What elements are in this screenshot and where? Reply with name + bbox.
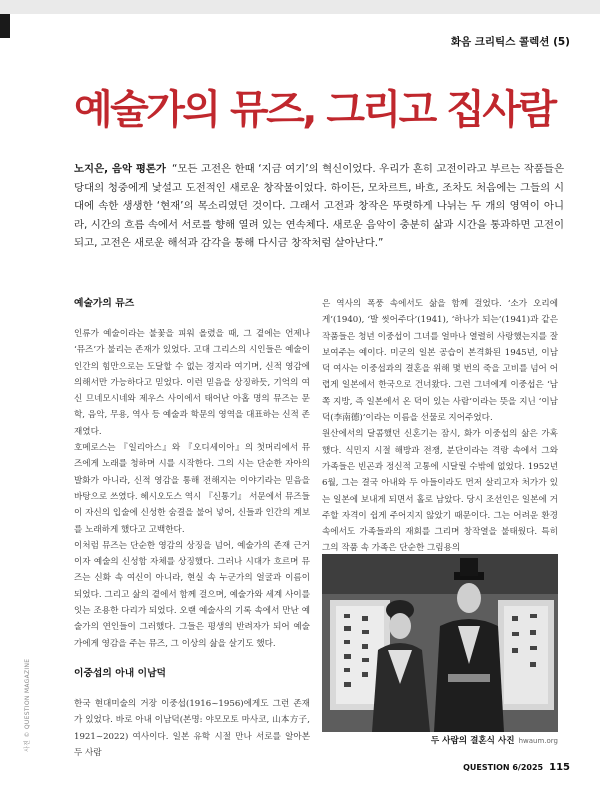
section-heading-lee: 이중섭의 아내 이남덕: [74, 667, 166, 679]
left-edge-marker: [0, 14, 10, 38]
body-paragraph: 호메로스는 『일리아스』와 『오디세이아』의 첫머리에서 뮤즈에게 노래를 청하며 시를 시작한다. 그의 시는 단순한 자아의 발화가 아니라, 신적 영감을 통해 전해지는 이야기라는 믿음을 바탕으로 쓰였다. 헤시오도스 역시 『신통기』 서문에서 뮤즈들이 자신의 입술에 신성한 숨결을 불어 넣어, 신들과 인간의 계보를 노래하게 했다고 고백한다.: [74, 443, 310, 535]
body-paragraph: 인류가 예술이라는 불꽃을 피워 올렸을 때, 그 곁에는 언제나 ‘뮤즈’가 불리는 존재가 있었다. 고대 그리스의 시인들은 예술이 인간의 힘만으로는 도달할 수 없는 경지라 여기며, 신적 영감에 의해서만 가능하다고 믿었다. 이런 믿음을 상징하듯, 기억의 여신 므네모시네와 제우스 사이에서 태어난 아홉 명의 뮤즈는 문학, 음악, 무용, 역사 등 예술과 학문의 영역을 대표하는 신적 존재였다.: [74, 329, 310, 437]
photo-credit: 사진 © QUESTION MAGAZINE: [24, 658, 31, 752]
body-paragraph: 한국 현대미술의 거장 이중섭(1916~1956)에게도 그런 존재가 있었다. 바로 아내 이남덕(본명: 야모모토 마사코, 山本方子, 1921~2022) 여사이다. 일본 유학 시절 만나 서로를 알아본 두 사람: [74, 698, 310, 758]
section-heading-muse: 예술가의 뮤즈: [74, 298, 135, 309]
body-paragraph: 이처럼 뮤즈는 단순한 영감의 상징을 넘어, 예술가의 존재 근거이자 예술의 신성함 자체를 상징했다. 그러나 시대가 흐르며 뮤즈는 신화 속 여신이 아니라, 현실 속 누군가의 얼굴과 이름이 되었다. 그리고 삶의 곁에서 함께 걸으며, 예술가와 세계 사이를 잇는 조용한 다리가 되었다. 오랜 예술사의 기록 속에서 만난 예술가의 연인들이 그러했다. 그들은 평생의 반려자가 되어 예술가에게 영감을 주는 뮤즈, 그 이상의 삶을 살기도 했다.: [74, 540, 310, 649]
body-paragraph: 은 역사의 폭풍 속에서도 삶을 함께 걸었다. ‘소가 오리에게’(1940), ‘발 씻어주다’(1941), ‘하나가 되는’(1941)과 같은 작품들은 청년 이중섭이 그녀를 얼마나 열렬히 사랑했는지를 잘 보여주는 예이다. 미군의 일본 공습이 본격화된 1945년, 이남덕 여사는 이중섭과의 결혼을 위해 몇 번의 죽을 고비를 넘어 어렵게 일본에서 한국으로 건너왔다. 그런 그녀에게 이중섭은 ‘남쪽 지방, 즉 일본에서 온 덕이 있는 사람’이라는 뜻을 지닌 ‘이남덕(李南德)’이라는 이름을 선물로 지어주었다.: [322, 299, 558, 424]
page-number: 115: [549, 762, 570, 773]
body-paragraph: 원산에서의 달콤했던 신혼기는 잠시, 화가 이중섭의 삶은 가혹했다. 식민지 시절 해방과 전쟁, 분단이라는 격랑 속에서 그와 가족들은 빈곤과 정신적 고통에 시달릴 수밖에 없었다. 1952년 6월, 그는 결국 아내와 두 아들이라도 먼저 살리고자 처가가 있는 일본에 보내게 되면서 홀로 남았다. 당시 조선인은 일본에 거주할 자격이 쉽게 주어지지 않았기 때문이다. 그는 어려운 환경 속에서도 가족들과의 재회를 그리며 창작열을 불태웠다. 특히 그의 작품 속 가족은 단순한 그림용의: [322, 429, 558, 554]
lead-text: “모든 고전은 한때 ‘지금 여기’의 혁신이었다. 우리가 흔히 고전이라고 부르는 작품들은 당대의 청중에게 낯설고 도전적인 새로운 창작물이었다. 하이든, 모차르트, 바흐, 조차도 처음에는 그들의 시대에 속한 생생한 ‘현재’의 목소리였던 것이다. 그래서 고전과 창작은 뚜렷하게 나뉘는 두 개의 영역이 아니라, 시간의 흐름 속에서 서로를 향해 열려 있는 연속체다. 새로운 음악이 충분히 삶과 시간을 통과하면 고전이 되고, 고전은 새로운 해석과 감각을 통해 다시금 창작처럼 살아난다.”: [74, 163, 564, 250]
article-title: 예술가의 뮤즈, 그리고 집사람: [74, 87, 555, 133]
series-label: 화음 크리틱스 콜렉션 (5): [450, 36, 570, 48]
author-byline: 노지은, 음악 평론가: [74, 163, 166, 175]
issue-label: QUESTION 6/2025: [463, 763, 544, 772]
caption-source: hwaum.org: [518, 737, 558, 745]
top-bar: [0, 0, 600, 14]
lead-paragraph: [74, 160, 564, 253]
right-column: [322, 296, 558, 557]
wedding-photo: [322, 554, 558, 732]
page-footer: [463, 762, 570, 773]
caption-text: 두 사람의 결혼식 사진: [430, 736, 515, 746]
left-column: [74, 296, 310, 761]
photo-caption: [322, 734, 558, 746]
